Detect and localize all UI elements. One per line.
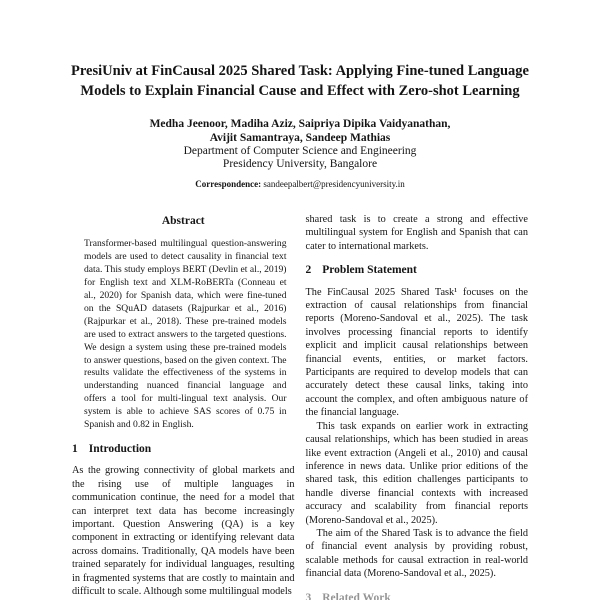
right-column <box>306 213 529 600</box>
correspondence-label: Correspondence: <box>195 179 262 189</box>
correspondence-line <box>0 179 600 189</box>
section-heading-problem-statement <box>306 264 529 277</box>
section-title: Introduction <box>88 443 152 455</box>
introduction-paragraph: As the growing connectivity of global markets and the rising use of multiple languages in communication continue, the need for a model that can interpret text data has become increasingly important. Question Answering (QA) is a key component in extracting or identifying relevant data across domains. Traditionally, QA models have been trained separately for individual languages, resulting in fragmented systems that are costly to maintain and difficult to scale. Although some multilingual models <box>72 465 295 598</box>
section-number: 1 <box>72 443 78 455</box>
section-title: Problem Statement <box>322 264 417 277</box>
section-heading-related-work <box>306 592 529 600</box>
continuation-paragraph: shared task is to create a strong and effective multilingual system for English and Spanish that can cater to international markets. <box>305 214 528 252</box>
affiliation-university: Presidency University, Bangalore <box>222 158 378 170</box>
paper-title <box>55 62 545 101</box>
problem-statement-paragraph-3: The aim of the Shared Task is to advance the field of financial event analysis by providing robust, scalable methods for causal extraction in real-world financial data (Moreno-Sandoval et al., 2025). <box>305 527 528 580</box>
section-number: 3 <box>305 591 312 600</box>
left-column <box>72 213 295 598</box>
abstract-text: Transformer-based multilingual question-answering models are used to detect causality in financial text data. This study employs BERT (Devlin et al., 2019) for English text and XLM-RoBERTa (Conneau et al., 2020) for Spanish data, which were fine-tuned on the SQuAD datasets (Rajpurkar et al., 2016) (Rajpurkar et al., 2018). These pre-trained models are used to extract answers to the targeted questions. We design a system using these pre-trained models to answer questions, based on the given context. The results validate the effectiveness of the systems in understanding nuanced financial language and offers a tool for multi-lingual text analysis. Our system is able to achieve SAS scores of 0.75 in Spanish and 0.82 in English. <box>84 238 287 431</box>
author-line-1: Medha Jeenoor, Madiha Aziz, Saipriya Dipika Vaidyanathan, <box>149 118 451 130</box>
section-title: Related Work <box>322 591 391 600</box>
problem-statement-paragraph-1: The FinCausal 2025 Shared Task¹ focuses on the extraction of causal relationships from financial reports (Moreno-Sandoval et al., 2025). The task involves processing financial reports to identify explicit and implicit causal relationships between financial events, entities, or market factors. Participants are required to develop models that can accurately detect these causal links, taking into account the complex, and often ambiguous nature of the financial language. <box>305 286 528 419</box>
correspondence-email: sandeepalbert@presidencyuniversity.in <box>263 179 405 189</box>
problem-statement-paragraph-2: This task expands on earlier work in extracting causal relationships, which has been studied in areas like event extraction (Angeli et al., 2010) and causal inference in news data. Unlike prior editions of the shared task, this edition challenges participants to handle diverse financial contexts with increased accuracy and scalability from financial reports (Moreno-Sandoval et al., 2025). <box>305 420 528 526</box>
paper-title-line-2: Models to Explain Financial Cause and Effect with Zero-shot Learning <box>80 82 520 99</box>
paper-header <box>0 0 600 189</box>
affiliation-department: Department of Computer Science and Engineering <box>183 145 417 157</box>
affiliation <box>0 145 600 171</box>
two-column-body <box>0 213 600 600</box>
section-heading-introduction <box>72 443 295 456</box>
abstract-heading: Abstract <box>161 215 205 227</box>
author-list <box>0 117 600 145</box>
paper-title-line-1: PresiUniv at FinCausal 2025 Shared Task: Applying Fine-tuned Language <box>71 63 529 79</box>
author-line-2: Avijit Samantraya, Sandeep Mathias <box>209 132 391 144</box>
section-number: 2 <box>305 264 312 277</box>
